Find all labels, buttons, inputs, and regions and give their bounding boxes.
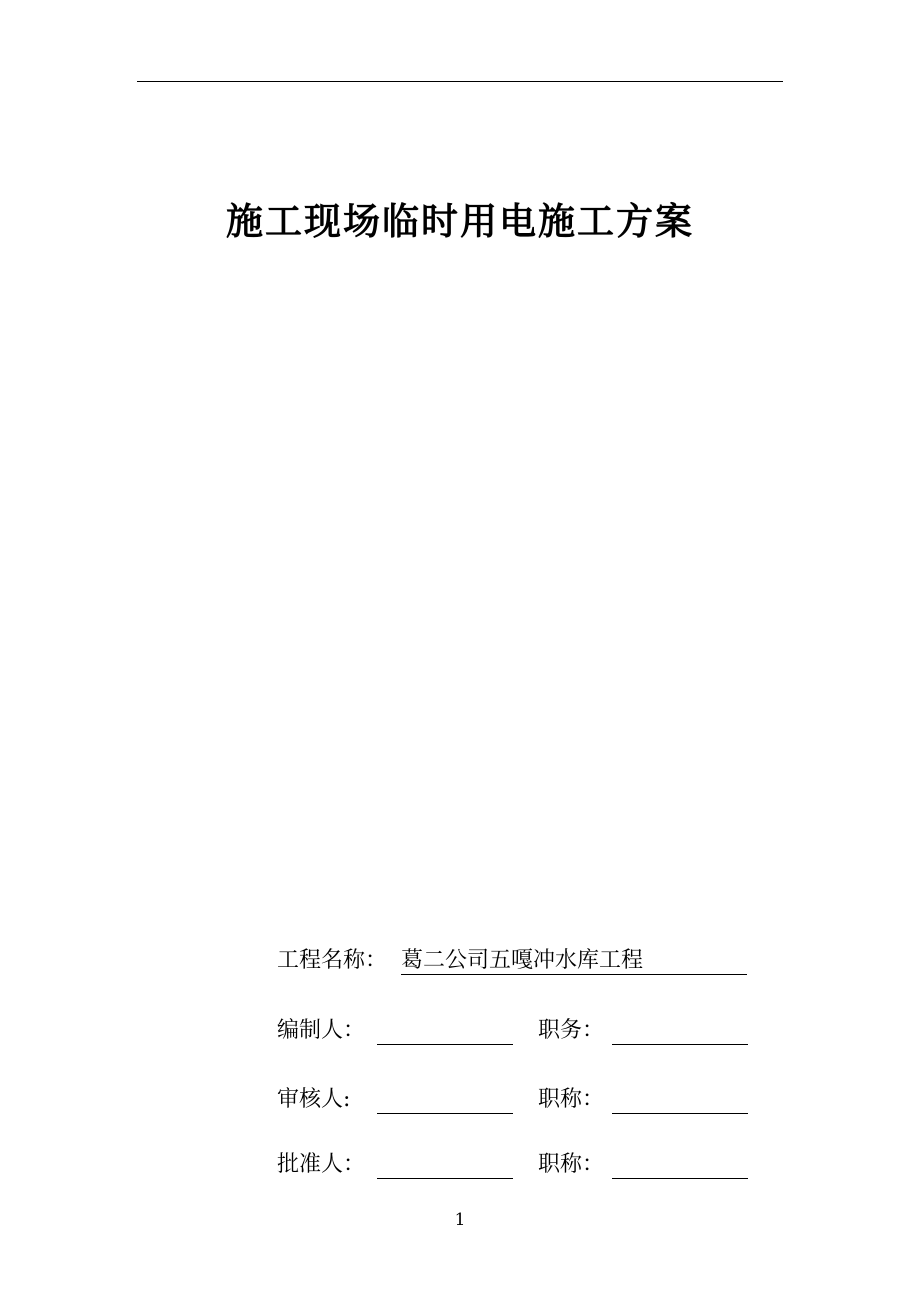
approver-blank bbox=[377, 1150, 513, 1179]
project-name-field bbox=[401, 946, 747, 975]
project-name-value: 葛二公司五嘎冲水库工程 bbox=[401, 948, 644, 973]
compiler-position-label: 职务： bbox=[538, 1018, 605, 1043]
approver-title-label: 职称： bbox=[538, 1152, 605, 1177]
approver-label: 批准人： bbox=[277, 1152, 366, 1177]
project-name-label: 工程名称： bbox=[277, 948, 388, 973]
reviewer-blank bbox=[377, 1085, 513, 1114]
compiler-row bbox=[277, 1016, 749, 1046]
header-rule bbox=[137, 81, 783, 82]
compiler-blank bbox=[377, 1016, 513, 1045]
approver-title-blank bbox=[612, 1150, 748, 1179]
reviewer-label: 审核人: bbox=[277, 1087, 351, 1112]
page-number: 1 bbox=[454, 1210, 466, 1230]
project-name-row bbox=[277, 946, 749, 976]
reviewer-title-blank bbox=[612, 1085, 748, 1114]
reviewer-row bbox=[277, 1085, 749, 1115]
compiler-position-blank bbox=[612, 1016, 748, 1045]
reviewer-title-label: 职称： bbox=[538, 1087, 605, 1112]
approver-row bbox=[277, 1150, 749, 1180]
document-title: 施工现场临时用电施工方案 bbox=[226, 200, 694, 243]
compiler-label: 编制人： bbox=[277, 1018, 366, 1043]
